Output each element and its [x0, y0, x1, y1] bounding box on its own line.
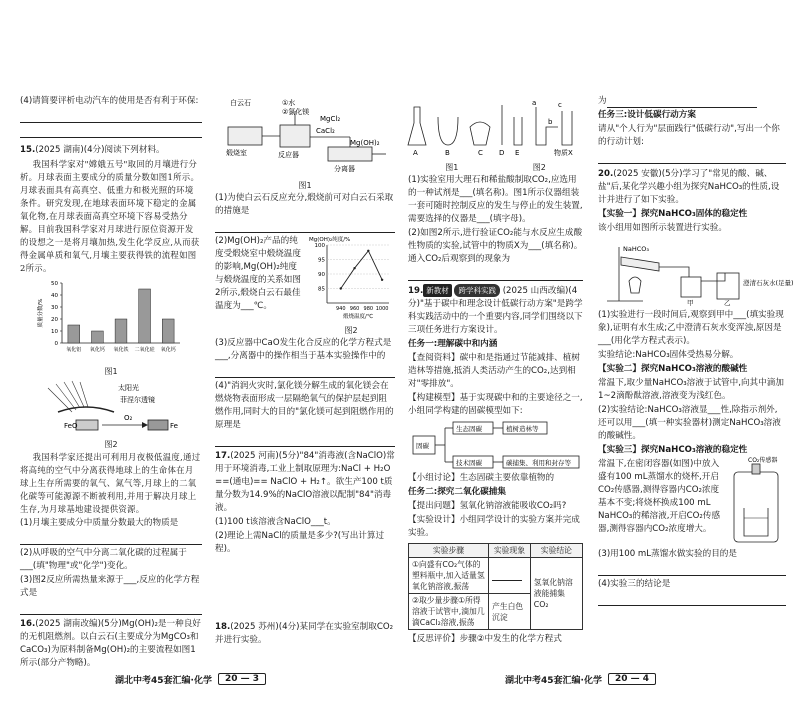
right-footer [505, 669, 656, 689]
purity-chart-wrap [307, 235, 395, 337]
o2-label: O₂ [124, 414, 133, 422]
nahco3-heating-apparatus [599, 237, 794, 307]
flow-label: Mg(OH)₂ [350, 139, 380, 147]
calciner-box [228, 127, 262, 145]
task3-heading: 任务三:设计低碳行动方案 [598, 110, 696, 120]
exp1-text: 该小组用如图所示装置进行实验。 [598, 223, 727, 233]
feo-crucible [76, 420, 98, 430]
task1-heading: 任务一:理解碳中和内涵 [408, 339, 498, 349]
task1-text: 【查阅资料】碳中和是指通过节能减排、植树造林等措施,抵消人类活动产生的CO₂,达到相对"零排放"。 [408, 353, 580, 389]
new-textbook-badge: 新教材 [423, 284, 452, 297]
moon-soil-bar-chart [36, 277, 186, 363]
beaker-icon [438, 117, 458, 145]
q18-part2: (2)如图2所示,进行验证CO₂能与水反应生成酸性物质的实验,试管中的物质X为___(填名称)。通入CO₂后观察到的现象为 [408, 228, 583, 264]
x-axis-label: 煅烧温度/℃ [342, 314, 374, 320]
footer-title: 湖北中考45套汇编·化学 [115, 675, 212, 686]
fig2-caption: 图2 [532, 163, 546, 172]
model-discussion: 【小组讨论】生态固碳主要依靠植物的 [408, 473, 555, 483]
x-tick-label: 氧化铝 [66, 347, 82, 353]
data-point [340, 287, 342, 289]
apparatus-label: 澄清石灰水(足量) [743, 279, 794, 287]
exp3-block [598, 458, 786, 548]
exp3-part4: (4)实验三的结论是 [598, 579, 671, 589]
arrow-head [142, 422, 148, 428]
carbon-fixation-model [411, 420, 581, 470]
flow-label: 反应器 [278, 151, 299, 159]
fig-captions [408, 161, 583, 174]
separator-box [328, 147, 372, 161]
y-tick-label: 85 [318, 286, 325, 293]
answer-line[interactable] [215, 434, 395, 447]
model-label: 技术固碳 [455, 459, 482, 467]
flow-fig1-caption: 图1 [298, 181, 312, 190]
q15-source: 15.(2025 湖南)(4分)阅读下列材料。 [20, 145, 165, 155]
q15-part2: (2)从呼吸的空气中分离二氧化碳的过程属于___(填"物理"或"化学")变化。 [20, 548, 187, 571]
answer-line[interactable] [598, 593, 786, 606]
experiment-table [408, 543, 583, 630]
test-tube-icon [514, 117, 522, 145]
reflection-text: 【反思评价】步骤②中发生的化学方程式 [408, 634, 562, 644]
q20-source: 20.(2025 安徽)(5分)学习了"常见的酸、碱、盐"后,某化学兴趣小组为探究NaHCO₃的性质,设计并进行了如下实验。 [598, 169, 780, 205]
exp1-part1: (1)实验进行一段时间后,观察到甲中___(填实验现象),证明有水生成;乙中澄清石灰水变浑浊,原因是___(用化学方程式表示)。 [598, 310, 784, 346]
x-tick-label: 氧化铁 [113, 347, 129, 353]
x-tick-label: 二氧化硅 [134, 347, 155, 353]
alcohol-lamp-icon [629, 277, 641, 293]
table-header: 实验结论 [530, 544, 582, 558]
y-tick-label: 20 [51, 317, 58, 323]
purity-fig2-caption: 图2 [344, 326, 358, 335]
flow-label: 煅烧室 [226, 149, 247, 157]
q19-number: 19. [408, 286, 424, 296]
sensor-label: CO₂传感器 [748, 457, 778, 464]
data-point [381, 279, 383, 281]
answer-line[interactable] [598, 151, 786, 164]
q15-number: 15. [20, 145, 36, 155]
exp1-heading: 【实验一】探究NaHCO₃固体的稳定性 [598, 209, 748, 219]
fig1-caption: 图1 [104, 367, 118, 376]
answer-line[interactable] [215, 365, 395, 378]
page-number: 20 — 3 [218, 673, 266, 685]
sealed-container [734, 472, 778, 542]
y-tick-label: 10 [51, 329, 58, 335]
exp2-heading: 【实验二】探究NaHCO₃溶液的酸碱性 [598, 364, 748, 374]
apparatus-label: 物质X [554, 149, 573, 157]
y-tick-label: 95 [318, 257, 325, 264]
table-cell-blank[interactable] [489, 558, 531, 594]
beaker-icon [744, 508, 768, 536]
left-column-2 [215, 95, 395, 648]
apparatus-label: a [532, 99, 537, 107]
table-row [409, 558, 583, 594]
flow-label: 分离器 [334, 165, 355, 173]
q15-part3: (3)图2反应所需热量来源于___,反应的化学方程式是 [20, 575, 200, 598]
tube-icon [659, 267, 689, 277]
task2-heading: 任务二:探究二氧化碳捕集 [408, 487, 506, 497]
task2-tail: 为 [598, 95, 786, 108]
page-number: 20 — 4 [608, 673, 656, 685]
answer-line[interactable] [408, 268, 583, 281]
reactor-box [280, 125, 310, 147]
table-cell: ①向盛有CO₂气体的塑料瓶中,加入适量氢氧化钠溶液,振荡 [409, 558, 489, 594]
bar [92, 331, 104, 343]
exp3-part3: (3)用100 mL蒸馏水做实验的目的是 [598, 549, 737, 559]
left-column-1 [20, 95, 202, 671]
fig1-caption: 图1 [445, 163, 459, 172]
exp2-part2: (2)实验结论:NaHCO₃溶液显___性,除指示剂外,还可以用___(填一种实验器材)测定NaHCO₃溶液的酸碱性。 [598, 405, 781, 441]
bar [139, 289, 151, 343]
x-tick-label: 氧化钙 [89, 347, 105, 353]
q15-passage-2: 我国科学家还提出可利用月夜极低温度,通过将高纯的空气中分离获得地球上的生命体在月球上生存所需要的氧气、氮气等,月球上的二氧化碳等可能源源不断被利用,并用于解决月球上生存,为月球基地建设提供资源。 [20, 452, 201, 514]
answer-line[interactable] [20, 532, 202, 545]
exp2-text: 常温下,取少量NaHCO₃溶液于试管中,向其中滴加1~2滴酚酞溶液,溶液变为浅红色。 [598, 378, 784, 401]
x-tick-label: 氧化钙 [160, 347, 176, 353]
left-page [20, 95, 400, 670]
model-text: 【构建模型】基于实现碳中和的主要途径之一,小组同学构建的固碳模型如下: [408, 393, 583, 416]
erlenmeyer-flask-icon [408, 107, 426, 145]
flow-label: MgCl₂ [320, 115, 341, 123]
task2-question: 【提出问题】氢氧化钠溶液能吸收CO₂吗? [408, 501, 567, 511]
co2-sensor-icon [752, 464, 760, 474]
y-tick-label: 0 [54, 341, 58, 347]
exp1-conclusion: 实验结论:NaHCO₃固体受热易分解。 [598, 350, 739, 360]
apparatus-label: 甲 [687, 299, 694, 307]
model-label: 固碳 [415, 442, 429, 450]
fresnel-lens [58, 407, 114, 412]
answer-line[interactable] [215, 220, 395, 233]
fe-label: Fe [170, 422, 178, 430]
apparatus-label: A [413, 149, 418, 157]
lab-apparatus-figure [408, 97, 583, 159]
answer-line[interactable] [598, 563, 786, 576]
task2-design: 【实验设计】小组同学设计的实验方案并完成实验。 [408, 515, 580, 538]
fe-product [148, 420, 168, 430]
interdisciplinary-badge: 跨学科实践 [454, 284, 500, 297]
tube-setup-icon [536, 107, 558, 145]
y-tick-label: 40 [51, 293, 58, 299]
model-label: 碳捕集、利用和封存等 [505, 459, 571, 467]
bar [115, 319, 127, 343]
bar [162, 319, 174, 343]
y-tick-label: 100 [314, 243, 325, 249]
q16-part2-block [215, 235, 395, 337]
q17-part1: (1)100 t该溶液含NaClO___t。 [215, 517, 336, 527]
footer-title: 湖北中考45套汇编·化学 [505, 675, 602, 686]
q17-part2: (2)理论上需NaCl的质量是多少?(写出计算过程)。 [215, 531, 385, 554]
apparatus-label: E [515, 149, 520, 157]
task3-text: 请从"个人行为"层面践行"低碳行动",写出一个你的行动计划: [598, 124, 780, 147]
co2-sensor-container [730, 458, 784, 548]
apparatus-label: c [558, 101, 562, 109]
exp3-heading: 【实验三】探究NaHCO₃溶液的稳定性 [598, 445, 748, 455]
y-tick-label: 50 [51, 281, 58, 287]
q20-number: 20. [598, 169, 614, 179]
q17-number: 17. [215, 451, 231, 461]
purity-line [341, 251, 382, 289]
flow-label: 白云石 [230, 99, 251, 107]
table-header: 实验步骤 [409, 544, 489, 558]
table-header: 实验现象 [489, 544, 531, 558]
x-tick-label: 1000 [375, 306, 389, 312]
right-column-1 [408, 95, 583, 647]
test-tube-x-icon [562, 111, 572, 145]
y-tick-label: 30 [51, 305, 58, 311]
q17-source: 17.(2025 河南)(5分)"84"消毒液(含NaClO)常用于环境消毒,工业上制取原理为:NaCl + H₂O ==(通电)== NaClO + H₂↑。欲生产100 t质量分数为14.9%的NaClO溶液以配制"84"消毒液。 [215, 451, 395, 513]
q18-source: 18.(2025 苏州)(4分)某同学在实验室制取CO₂并进行实验。 [215, 622, 394, 645]
q18-number: 18. [215, 622, 231, 632]
purity-line-chart [307, 235, 395, 319]
answer-line[interactable] [20, 110, 202, 123]
test-tube-icon [621, 257, 659, 271]
data-point [353, 267, 355, 269]
exp3-text: 常温下,在密闭容器(如图)中放入盛有100 mL蒸馏水的烧杯,开启CO₂传感器,测得容器内CO₂浓度基本不变;将烧杯换成100 mL NaHCO₃的稀溶液,开启CO₂传感器,测得容器内CO₂浓度增大。 [598, 459, 721, 534]
table-header-row [409, 544, 583, 558]
q16-number: 16. [20, 619, 36, 629]
flow-label: CaCl₂ [316, 127, 335, 135]
lens-label: 菲涅尔透镜 [120, 396, 155, 404]
solar-furnace-diagram [36, 380, 186, 436]
y-axis-label: 质量分数/% [38, 298, 44, 328]
q14-part4: (4)请简要评析电动汽车的使用是否有利于环保: [20, 96, 199, 106]
q16-part3: (3)反应器中CaO发生化合反应的化学方程式是___,分离器中的操作相当于基本实验操作中的 [215, 338, 392, 361]
answer-line[interactable] [20, 602, 202, 615]
left-footer [115, 669, 266, 689]
fig2-caption: 图2 [104, 440, 118, 449]
apparatus-label: B [445, 149, 450, 157]
chart-title: Mg(OH)₂纯度/% [309, 237, 351, 243]
q19-source: 19. 新教材 跨学科实践 (2025 山西改编)(4分)"基于碳中和理念设计低碳行动方案"是跨学科实践活动中的一个重要内容,同学们围绕以下三项任务进行方案设计。 [408, 286, 583, 335]
q16-part1: (1)为使白云石反应充分,煅烧前可对白云石采取的措施是 [215, 193, 394, 216]
tube-icon [701, 273, 725, 281]
x-tick-label: 940 [336, 306, 346, 312]
right-page [408, 95, 794, 670]
apparatus-label: C [478, 149, 483, 157]
x-tick-label: 960 [349, 306, 360, 312]
flow-label: ②氯化镁 [282, 108, 310, 116]
bar [68, 325, 80, 343]
feo-label: FeO [64, 422, 78, 430]
alcohol-lamp-icon [470, 122, 490, 145]
q15-part1: (1)月壤主要成分中质量分数最大的物质是 [20, 518, 179, 528]
limewater-bottle [717, 273, 739, 299]
q16-part2: (2)Mg(OH)₂产品的纯度受煅烧室中煅烧温度的影响,Mg(OH)₂纯度与煅烧温度的关系如图2所示,煅烧白云石最佳温度为___℃。 [215, 236, 301, 311]
table-cell: 产生白色沉淀 [489, 594, 531, 630]
answer-line[interactable] [20, 125, 202, 138]
q18-part1: (1)实验室用大理石和稀盐酸制取CO₂,应选用的一种试剂是___(填名称)。图1所示仪器组装一套可随时控制反应的发生与停止的发生装置,需要选择的仪器是___(填字母)。 [408, 175, 583, 224]
table-cell: ②取少量步骤①所得溶液于试管中,滴加几滴CaCl₂溶液,振荡 [409, 594, 489, 630]
table-cell: 氢氧化钠溶液能捕集CO₂ [530, 558, 582, 630]
apparatus-label: NaHCO₃ [623, 245, 649, 253]
data-point [367, 250, 369, 252]
dolomite-flow-diagram [220, 97, 390, 177]
sun-label: 太阳光 [118, 384, 139, 392]
y-tick-label: 90 [318, 272, 325, 278]
flow-label: ①水 [282, 99, 296, 107]
x-tick-label: 980 [363, 306, 374, 312]
model-label: 植树造林等 [505, 425, 538, 433]
apparatus-label: 乙 [724, 299, 731, 307]
model-label: 生态固碳 [455, 425, 482, 433]
q16-part4: (4)"消润火灾时,氯化镁分解生成的氧化镁会在燃烧物表面形成一层隔绝氧气的保护层起到阻燃作用,同时大的目的"氯化镁可起到阻燃作用的原理是 [215, 381, 394, 430]
q16-source: 16.(2025 湖南改编)(5分)Mg(OH)₂是一种良好的无机阻燃剂。以白云石(主要成分为MgCO₃和CaCO₃)为原料制备Mg(OH)₂的主要流程如图1所示(部分产物略)。 [20, 619, 201, 668]
apparatus-label: b [548, 118, 553, 126]
q15-passage-1: 我国科学家对"嫦娥五号"取回的月壤进行分析。月球表面主要成分的质量分数如图1所示。月球表面具有高真空、低重力和极光照的环境条件。研究发现,在地球表面环境下稳定的金属氧化物,在月球表面高真空环境下容易受热分解。目前我国科学家对月球进行原位资源开发的设想之一是将月壤加热,发生化学反应,从而获得金属单质和氧气,月壤主要获得铁的流程如图2所示。 [20, 159, 200, 273]
u-tube-jia [681, 277, 701, 297]
apparatus-label: D [499, 149, 505, 157]
calculation-space[interactable] [215, 557, 395, 621]
right-column-2 [598, 95, 794, 608]
